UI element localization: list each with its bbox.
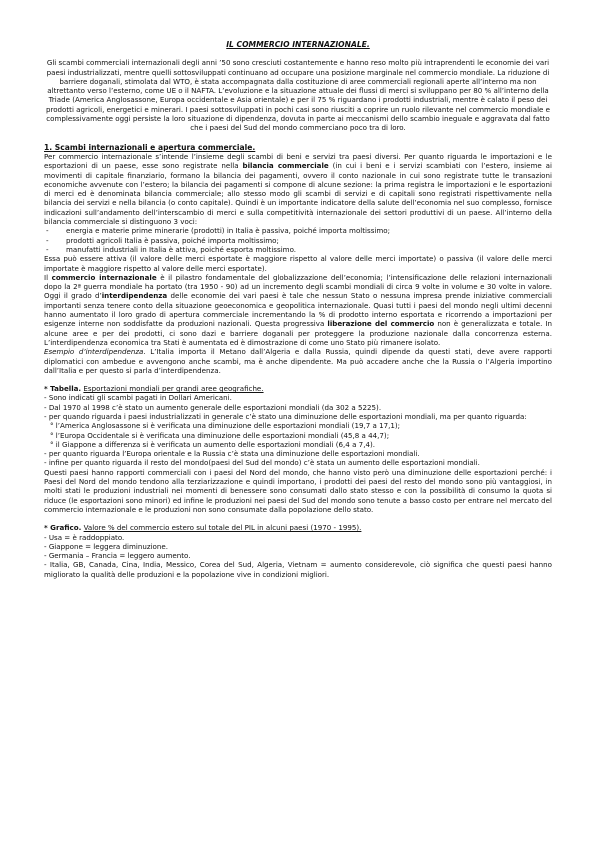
tabella-line: - Dal 1970 al 1998 c’è stato un aumento generale delle esportazioni mondiali (da 302 a 5225). (44, 402, 382, 412)
text-run: non è generalizzata e totale. In alcune aree e per dei prodotti, ci sono dazi e barriere doganali per proteggere la produzione nazionale dalla concorrenza esterna. L’interdipendenza economica tra Stati è aumentata ed è dimostrazione di come uno Stato più rimanere isolato. (44, 319, 552, 347)
bold-term: bilancia commerciale (242, 161, 329, 171)
tabella-line: - Sono indicati gli scambi pagati in Dollari Americani. (44, 393, 232, 403)
text-run: (in cui i beni e i servizi scambiati con l’estero, insieme ai movimenti di capitale finanziario, formano la bilancia dei pagamenti, ovvero il conto nazionale in cui sono registrate tutte le transazioni economiche avvenute con l’estero; la bilancia dei pagamenti si compone di alcune sezione: la prima registra le importazioni e le esportazioni di merci ed è denominata bilancia commerciale; allo stesso modo gli scambi di servizi e di capitali sono registrati rispettivamente nella bilancia dei servizi e nella bilancia (o conto capitale). Quindi è un importante indicatore della salute dell’economia nel suo complesso, fornisce indicazioni sull’andamento dell’interscambio di merci e sulla competitività internazionale dei settori produttivi di un paese. All’interno della bilancia commerciale si distinguono 3 voci: (44, 161, 552, 227)
section-1-paragraph-2: Essa può essere attiva (il valore delle merci esportate è maggiore rispetto al valore delle merci importate) o passiva (il valore delle merci importate è maggiore rispetto al valore delle merci esportate). (44, 254, 552, 273)
section-1-title: 1. Scambi internazionali e apertura commerciale. (44, 142, 256, 152)
text-run: delle economie dei vari paesi è tale che nessun Stato o nessuna impresa prende iniziative commerciali importanti senza tenere conto della situazione geoeconomica e geopolitica internazionale. Quasi tutti i paesi del mondo negli ultimi decenni hanno aumentato il loro grado di apertura commerciale incrementando la % di prodotto interno esportata e ricorrendo a importazioni per esigenze interne non soddisfatte da produzioni nazionali. Questa progressiva (44, 291, 552, 329)
tabella-subline: ° il Giappone a differenza si è verificata un aumento delle esportazioni mondiali (6,4 a 7,4). (50, 439, 375, 449)
bold-term: interdipendenza (101, 291, 168, 301)
tabella-label: * Tabella. (44, 384, 82, 394)
tabella-subline: ° l’Europa Occidentale si è verificata una diminuzione delle esportazioni mondiali (45,8 a 44,7); (50, 430, 390, 440)
grafico-label: * Grafico. (44, 523, 82, 533)
tabella-line: - infine per quanto riguarda il resto del mondo(paesi del Sud del mondo) c’è stata un aumento delle esportazioni mondiali. (44, 458, 480, 468)
bold-term: commercio internazionale (51, 272, 157, 282)
tabella-subline: ° l’America Anglosassone si è verificata una diminuzione delle esportazioni mondiali (19,7 a 17,1); (50, 421, 401, 431)
grafico-line: - Giappone = leggera diminuzione. (44, 541, 169, 551)
intro-paragraph: Gli scambi commerciali internazionali degli anni ’50 sono cresciuti costantemente e hanno reso molto più intraprendenti le economie dei vari paesi industrializzati, mentre quelli sottosviluppati continuano ad occupare una posizione marginale nel commercio mondiale. La riduzione di barriere doganali, stimolata dal WTO, è stata accompagnata dalla costituzione di aree commerciali regionali aperte all’interno ma non altrettanto verso l’esterno, come UE o il NAFTA. L’evoluzione e la situazione attuale dei flussi di merci si sviluppano per 80 % all’interno della Triade (America Anglosassone, Europa occidentale e Asia orientale) e per il 75 % riguardano i prodotti industriali, mentre è calato il peso dei prodotti agricoli, energetici e minerari. I paesi sottosviluppati in pochi casi sono riusciti a coprire un ruolo rilevante nel commercio mondiale e complessivamente oggi persiste la loro situazione di dipendenza, dovuta in parte ai meccanismi dello scambio ineguale e aggravata dal fatto che i paesi del Sud del mondo commerciano poco tra di loro. (45, 58, 551, 133)
list-item: - prodotti agricoli Italia è passiva, poiché importa moltissimo; (44, 236, 552, 245)
grafico-line: - Germania – Francia = leggero aumento. (44, 551, 191, 561)
document-page (44, 40, 552, 579)
section-1-paragraph-4 (44, 347, 552, 375)
grafico-line: - Italia, GB, Canada, Cina, India, Messico, Corea del Sud, Algeria, Vietnam = aumento considerevole, ciò significa che questi paesi hanno migliorato la qualità delle produzioni e la popolazione vive in condizioni migliori. (44, 560, 552, 579)
list-item: - manufatti industriali in Italia è attiva, poiché esporta moltissimo. (44, 245, 552, 254)
voci-list (44, 226, 552, 254)
tabella-caption: Esportazioni mondiali per grandi aree geografiche. (83, 384, 264, 394)
grafico-heading (44, 523, 552, 532)
tabella-line: - per quanto riguarda l’Europa orientale e la Russia c’è stata una diminuzione delle esportazioni mondiali. (44, 449, 420, 459)
text-run: Il (44, 272, 52, 282)
section-1-paragraph-1 (44, 152, 552, 226)
text-run: Per commercio internazionale s’intende l’insieme degli scambi di beni e servizi tra paesi diversi. Per quanto riguarda le importazioni e le esportazioni di un paese, esse sono registrate nella (44, 151, 552, 171)
tabella-paragraph: Questi paesi hanno rapporti commerciali con i paesi del Nord del mondo, che hanno visto però una diminuzione delle esportazioni perché: i Paesi del Nord del mondo tendono alla terziarizzazione e quindi importano, i prodotti dei paesi del resto del mondo sono più vantaggiosi, in molti stati le produzioni industriali nei momenti di benessere sono consumati dallo stato stesso e con la possibilità di consumo la quota si riduce (le esportazioni sono minori) ed infine le produzioni nei paesi del Sud del mondo sono tenute a basso costo per entrare nel mercato del commercio internazionale e le produzioni non sono consumate dalla popolazione dello stato. (44, 467, 552, 514)
grafico-caption: Valore % del commercio estero sul totale del PIL in alcuni paesi (1970 - 1995). (83, 523, 362, 533)
italic-term: Esempio d’interdipendenza (44, 347, 144, 357)
tabella-line: - per quando riguarda i paesi industrializzati in generale c’è stato una diminuzione delle esportazioni mondiali, ma per quanto riguarda: (44, 411, 527, 421)
bold-term: liberazione del commercio (327, 319, 435, 329)
text-run: . L’Italia importa il Metano dall’Algeria e dalla Russia, quindi dipende da questi stati, deve avere rapporti diplomatici con ambedue e avvengono anche scambi, ma è anche dipendente. Ma può accadere anche che la Russia o l’Algeria importino dall’Italia e per questo si parla d’interdipendenza. (44, 347, 552, 375)
text-run: è il pilastro fondamentale del globalizzazione dell’economia; l’intensificazione delle relazioni internazionali dopo la 2ª guerra mondiale ha portato (tra 1950 - 90) ad un incremento degli scambi mondiali di circa 9 volte in volume e 30 volte in valore. Oggi il grado d’ (44, 272, 552, 301)
section-1-paragraph-3 (44, 273, 552, 347)
document-title: IL COMMERCIO INTERNAZIONALE. (226, 40, 370, 49)
tabella-heading (44, 384, 552, 393)
list-item: - energia e materie prime minerarie (prodotti) in Italia è passiva, poiché importa moltissimo; (44, 226, 552, 235)
grafico-line: - Usa = è raddoppiato. (44, 532, 125, 542)
